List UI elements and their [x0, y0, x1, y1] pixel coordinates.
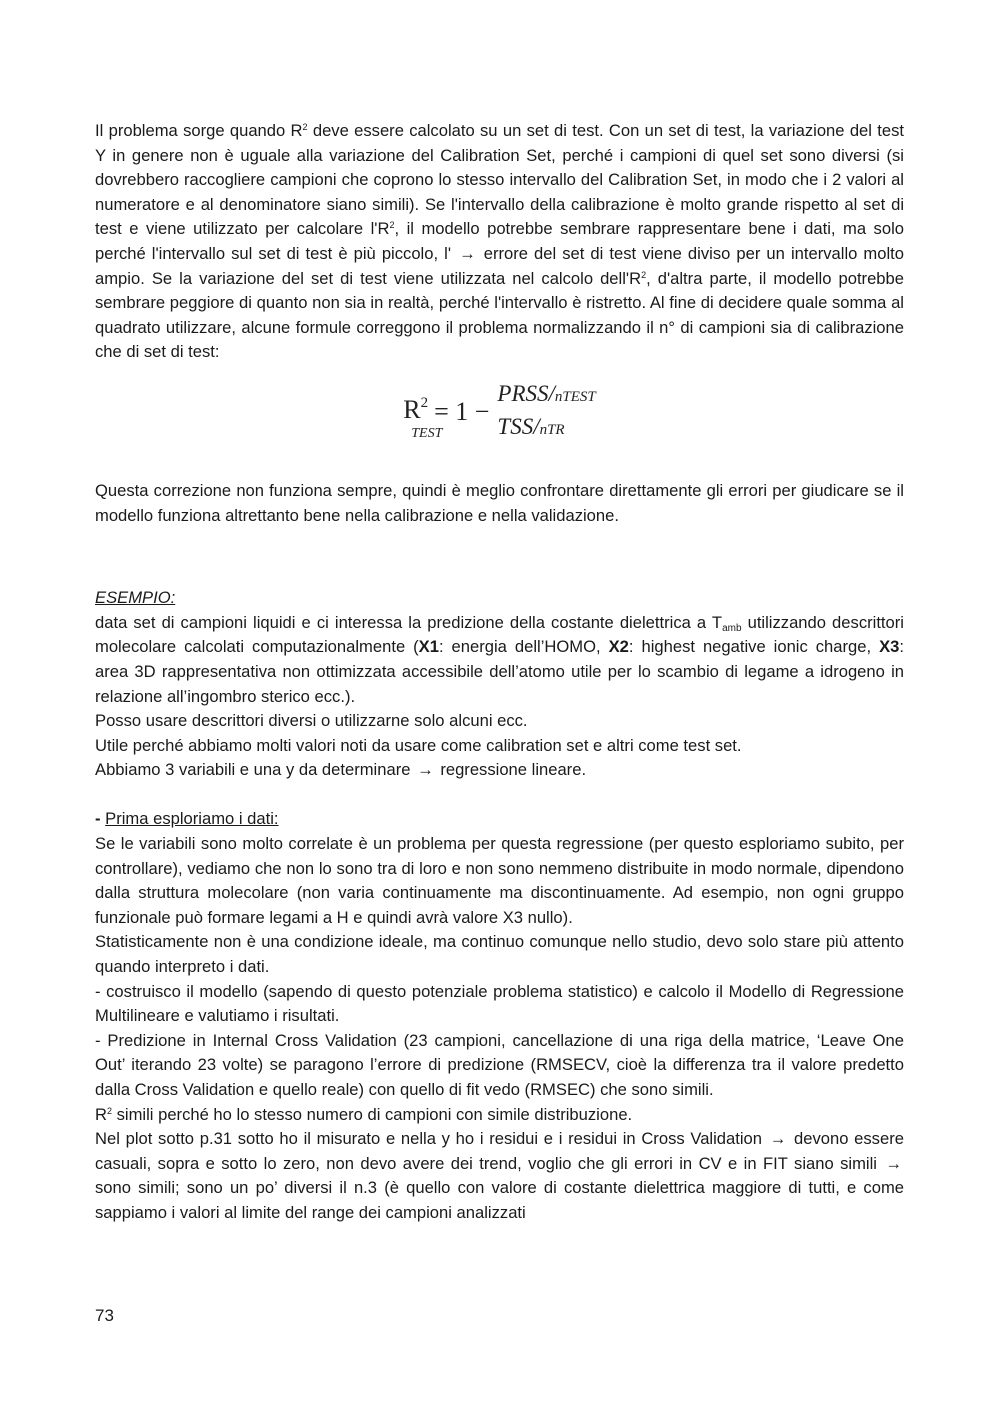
text-run: Il problema sorge quando R — [95, 121, 303, 140]
paragraph-r2-test-set — [95, 119, 904, 365]
text-run: regressione lineare. — [440, 760, 587, 780]
subscript: amb — [722, 622, 742, 634]
example-line — [95, 758, 904, 783]
heading-dash: - — [95, 809, 101, 829]
example-paragraph — [95, 611, 904, 709]
paragraph: Se le variabili sono molto correlate è un problema per questa regressione (per questo esploriamo subito, per controllare), vediamo che non lo sono tra di loro e non sono nemmeno distribuite in modo normale, dipendono dalla struttura molecolare (non varia continuamente ma discontinuamente. Ad esempio, non ogni gruppo funzionale può formare legami a H e quindi avrà valore X3 nullo). — [95, 834, 904, 927]
text-run: : energia dell’HOMO, — [438, 637, 609, 657]
denominator-small: nTR — [539, 421, 565, 438]
text-run: sono simili; sono un po’ diversi il n.3 (è quello con valore di costante dielettrica maggiore di tutti, e come sappiamo i valori al limite del range dei campioni analizzati — [95, 1178, 904, 1222]
arrow-right-icon: → — [417, 760, 434, 780]
formula-equals: = 1 − — [434, 396, 490, 426]
text-run: R — [95, 1104, 107, 1124]
text-run: data set di campioni liquidi e ci interessa la predizione della costante dielettrica a T — [95, 612, 723, 632]
formula-fraction — [497, 379, 595, 445]
text-run: simili perché ho lo stesso numero di campioni con simile distribuzione. — [112, 1104, 633, 1124]
variable-x1: X1 — [418, 637, 439, 657]
numerator-small: nTEST — [554, 388, 596, 405]
superscript: 2 — [389, 220, 395, 231]
superscript: 2 — [106, 1105, 112, 1116]
formula-subscript: TEST — [411, 425, 443, 441]
denominator-main: TSS/ — [497, 413, 540, 439]
text-run: errore del set di test viene diviso per un intervallo molto ampio. Se la variazione del set di test viene utilizzata nel calcolo dell'R — [95, 243, 904, 288]
text-run: Abbiamo 3 variabili e una y da determinare — [95, 760, 411, 780]
paragraph: Statisticamente non è una condizione ideale, ma continuo comunque nello studio, devo solo stare più attento quando interpreto i dati. — [95, 932, 904, 977]
text-run: deve essere calcolato su un set di test. Con un set di test, la variazione del test Y in genere non è uguale alla variazione del Calibration Set, perché i campioni di quel set sono diversi (si dovrebbero raccogliere campioni che coprono lo stesso intervallo del Calibration Set, in modo che i 2 valori al numeratore e al denominatore siano simili). Se l'intervallo della calibrazione è molto grande rispetto al set di test e viene utilizzato per calcolare l'R — [95, 121, 905, 239]
numerator-main: PRSS/ — [497, 380, 555, 406]
paragraph — [95, 1103, 904, 1128]
spacer — [95, 783, 904, 808]
example-line: Utile perché abbiamo molti valori noti da usare come calibration set e altri come test set. — [95, 735, 742, 755]
formula-r2-test — [95, 369, 904, 455]
text-run: devono essere casuali, sopra e sotto lo zero, non devo avere dei trend, voglio che gli errori in CV e in FIT siano simili — [95, 1129, 904, 1173]
variable-x2: X2 — [608, 637, 629, 657]
text-run: , il modello potrebbe sembrare rappresentare bene i dati, ma solo perché l'intervallo sul set di test è più piccolo, l' — [95, 219, 904, 263]
formula-numerator — [497, 379, 595, 412]
formula-lhs — [403, 394, 443, 441]
paragraph — [95, 1127, 904, 1225]
paragraph: - costruisco il modello (sapendo di questo potenziale problema statistico) e calcolo il Modello di Regressione Multilineare e valutiamo i risultati. — [95, 981, 904, 1026]
paragraph: - Predizione in Internal Cross Validation (23 campioni, cancellazione di una riga della matrice, ‘Leave One Out’ iterando 23 volte) se paragono l’errore di predizione (RMSECV, cioè la differenza tra il valore predetto dalla Cross Validation e quello reale) con quello di fit vedo (RMSEC) che sono simili. — [95, 1030, 904, 1099]
page-number: 73 — [95, 1306, 114, 1325]
formula-r: R — [403, 394, 421, 424]
arrow-right-icon: → — [769, 1129, 787, 1149]
paragraph-correction: Questa correzione non funziona sempre, quindi è meglio confrontare direttamente gli errori per giudicare se il modello funziona altrettanto bene nella calibrazione e nella validazione. — [95, 480, 904, 525]
example-heading — [95, 586, 904, 611]
heading-text: ESEMPIO: — [95, 588, 176, 608]
superscript: 2 — [641, 269, 647, 280]
text-run: , d'altra parte, il modello potrebbe sembrare peggiore di quanto non sia in realtà, perché l'intervallo è ristretto. Al fine di decidere quale somma al quadrato utilizzare, alcune formule correggono il problema normalizzando il n° di campioni sia di calibrazione che di set di test: — [95, 268, 904, 362]
example-line: Posso usare descrittori diversi o utilizzarne solo alcuni ecc. — [95, 711, 528, 731]
arrow-right-icon: → — [885, 1153, 902, 1173]
page-content — [95, 119, 904, 1226]
text-run: : area 3D rappresentativa non ottimizzata accessibile dell’atomo utile per lo scambio di legame a idrogeno in relazione all’ingombro sterico ecc.). — [95, 637, 904, 706]
text-run: : highest negative ionic charge, — [628, 637, 880, 657]
formula — [403, 379, 596, 445]
heading-text: Prima esploriamo i dati: — [105, 809, 279, 829]
arrow-right-icon: → — [459, 243, 476, 263]
formula-superscript: 2 — [420, 394, 429, 411]
section-heading — [95, 807, 904, 832]
superscript: 2 — [302, 122, 308, 132]
text-run: Nel plot sotto p.31 sotto ho il misurato e nella y ho i residui e i residui in Cross Validation — [95, 1129, 763, 1149]
spacer — [95, 528, 904, 586]
formula-denominator — [497, 412, 595, 445]
text-run: utilizzando descrittori molecolare calcolati computazionalmente ( — [95, 612, 904, 657]
variable-x3: X3 — [879, 637, 900, 657]
